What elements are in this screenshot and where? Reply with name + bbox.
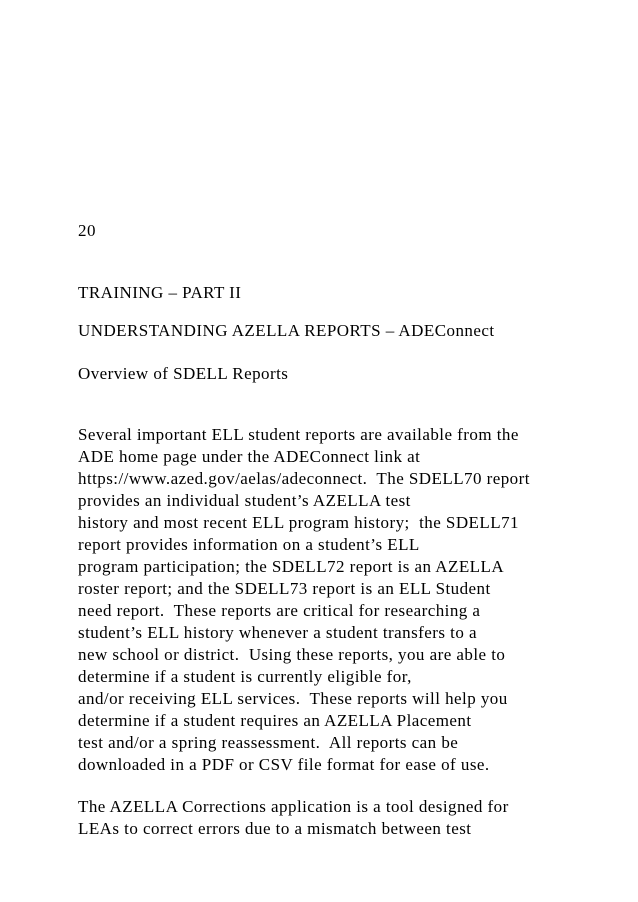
paragraph-line: The AZELLA Corrections application is a tool designed for xyxy=(78,797,509,816)
paragraph-line: need report. These reports are critical for researching a xyxy=(78,601,481,620)
paragraph-line: and/or receiving ELL services. These reports will help you xyxy=(78,689,508,708)
paragraph-line: new school or district. Using these reports, you are able to xyxy=(78,645,506,664)
paragraph-line: determine if a student is currently eligible for, xyxy=(78,667,412,686)
section-heading-overview: Overview of SDELL Reports xyxy=(78,364,289,383)
paragraph-line: ADE home page under the ADEConnect link at xyxy=(78,447,421,466)
section-heading-reports: UNDERSTANDING AZELLA REPORTS – ADEConnect xyxy=(78,321,495,340)
paragraph-line: LEAs to correct errors due to a mismatch between test xyxy=(78,819,472,838)
section-heading-training: TRAINING – PART II xyxy=(78,283,242,302)
paragraph-line: report provides information on a student’s ELL xyxy=(78,535,420,554)
paragraph-line: provides an individual student’s AZELLA test xyxy=(78,491,411,510)
paragraph-line: determine if a student requires an AZELLA Placement xyxy=(78,711,472,730)
paragraph-line: roster report; and the SDELL73 report is an ELL Student xyxy=(78,579,491,598)
paragraph-line: history and most recent ELL program history; the SDELL71 xyxy=(78,513,519,532)
paragraph-line: https://www.azed.gov/aelas/adeconnect. The SDELL70 report xyxy=(78,469,530,488)
paragraph-line: Several important ELL student reports are available from the xyxy=(78,425,519,444)
paragraph-line: test and/or a spring reassessment. All reports can be xyxy=(78,733,459,752)
page-number: 20 xyxy=(78,221,96,240)
paragraph-line: downloaded in a PDF or CSV file format for ease of use. xyxy=(78,755,490,774)
paragraph-line: program participation; the SDELL72 report is an AZELLA xyxy=(78,557,505,576)
paragraph-line: student’s ELL history whenever a student transfers to a xyxy=(78,623,477,642)
